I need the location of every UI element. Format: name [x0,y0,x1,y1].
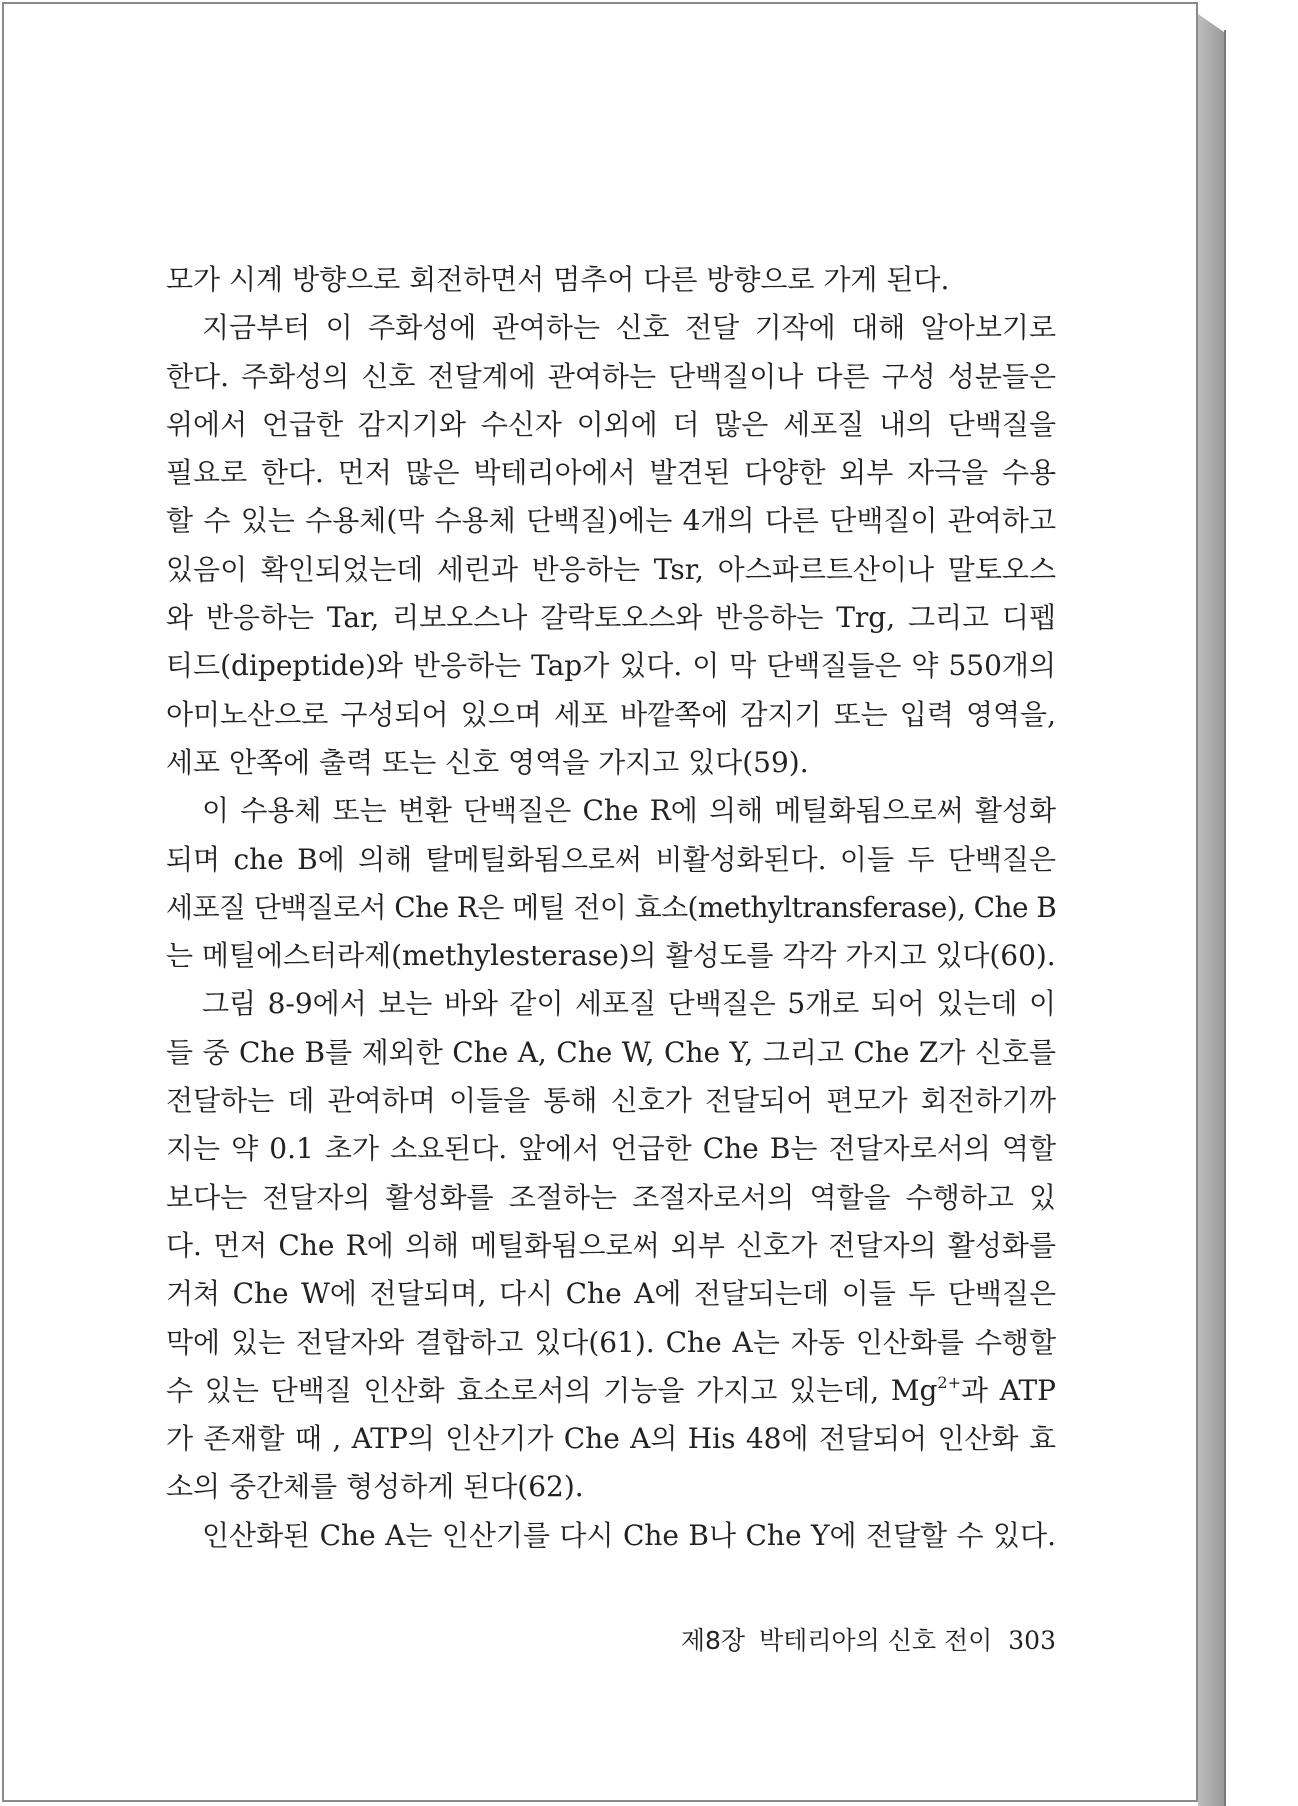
text-line: 는 메틸에스터라제(methylesterase)의 활성도를 각각 가지고 있다(60). [166,939,1056,973]
text-line: 한다. 주화성의 신호 전달계에 관여하는 단백질이나 다른 구성 성분들은 [166,359,1056,393]
text-line: 다. 먼저 Che R에 의해 메틸화됨으로써 외부 신호가 전달자의 활성화를 [166,1228,1056,1262]
text-line: 있음이 확인되었는데 세린과 반응하는 Tsr, 아스파르트산이나 말토오스 [166,552,1056,586]
text-line: 지금부터 이 주화성에 관여하는 신호 전달 기작에 대해 알아보기로 [202,311,1056,345]
page-edge-shadow [1198,14,1224,1806]
text-segment: 과 ATP [961,1373,1056,1407]
text-line: 막에 있는 전달자와 결합하고 있다(61). Che A는 자동 인산화를 수행할 [166,1325,1056,1359]
text-line-mg [166,1367,1056,1415]
text-line: 위에서 언급한 감지기와 수신자 이외에 더 많은 세포질 내의 단백질을 [166,407,1056,441]
text-line: 보다는 전달자의 활성화를 조절하는 조절자로서의 역할을 수행하고 있 [166,1180,1056,1214]
text-line: 모가 시계 방향으로 회전하면서 멈추어 다른 방향으로 가게 된다. [166,263,950,296]
page-edge-line [1224,30,1226,1806]
text-line: 인산화된 Che A는 인산기를 다시 Che B나 Che Y에 전달할 수 있다. [202,1518,1056,1552]
footer-chapter: 제8장 [680,1626,746,1655]
body-text [166,256,1056,1560]
page-number: 303 [1008,1626,1056,1655]
text-segment: 수 있는 단백질 인산화 효소로서의 기능을 가지고 있는데, Mg [166,1373,938,1407]
text-line: 가 존재할 때 , ATP의 인산기가 Che A의 His 48에 전달되어 인산화 효 [166,1422,1056,1456]
footer-chapter-title: 박테리아의 신호 전이 [759,1626,993,1655]
text-line: 소의 중간체를 형성하게 된다(62). [166,1470,584,1504]
text-line: 들 중 Che B를 제외한 Che A, Che W, Che Y, 그리고 Che Z가 신호를 [166,1035,1056,1069]
superscript-charge: 2+ [937,1372,962,1392]
text-line: 거쳐 Che W에 전달되며, 다시 Che A에 전달되는데 이들 두 단백질은 [166,1277,1056,1311]
text-line: 세포질 단백질로서 Che R은 메틸 전이 효소(methyltransferase), Che B [166,890,1057,924]
text-line: 티드(dipeptide)와 반응하는 Tap가 있다. 이 막 단백질들은 약 550개의 [166,649,1056,683]
text-line: 이 수용체 또는 변환 단백질은 Che R에 의해 메틸화됨으로써 활성화 [202,794,1056,828]
text-line: 그림 8-9에서 보는 바와 같이 세포질 단백질은 5개로 되어 있는데 이 [202,987,1056,1021]
text-line: 와 반응하는 Tar, 리보오스나 갈락토오스와 반응하는 Trg, 그리고 디펩 [166,601,1056,635]
text-line: 아미노산으로 구성되어 있으며 세포 바깥쪽에 감지기 또는 입력 영역을, [166,697,1056,731]
page-footer [664,1621,1056,1657]
text-line: 필요로 한다. 먼저 많은 박테리아에서 발견된 다양한 외부 자극을 수용 [166,456,1056,490]
text-line: 할 수 있는 수용체(막 수용체 단백질)에는 4개의 다른 단백질이 관여하고 [166,504,1056,538]
text-line: 세포 안쪽에 출력 또는 신호 영역을 가지고 있다(59). [166,745,809,779]
text-line: 지는 약 0.1 초가 소요된다. 앞에서 언급한 Che B는 전달자로서의 역할 [166,1132,1056,1166]
text-line: 전달하는 데 관여하며 이들을 통해 신호가 전달되어 편모가 회전하기까 [166,1084,1056,1118]
text-line: 되며 che B에 의해 탈메틸화됨으로써 비활성화된다. 이들 두 단백질은 [166,842,1056,876]
